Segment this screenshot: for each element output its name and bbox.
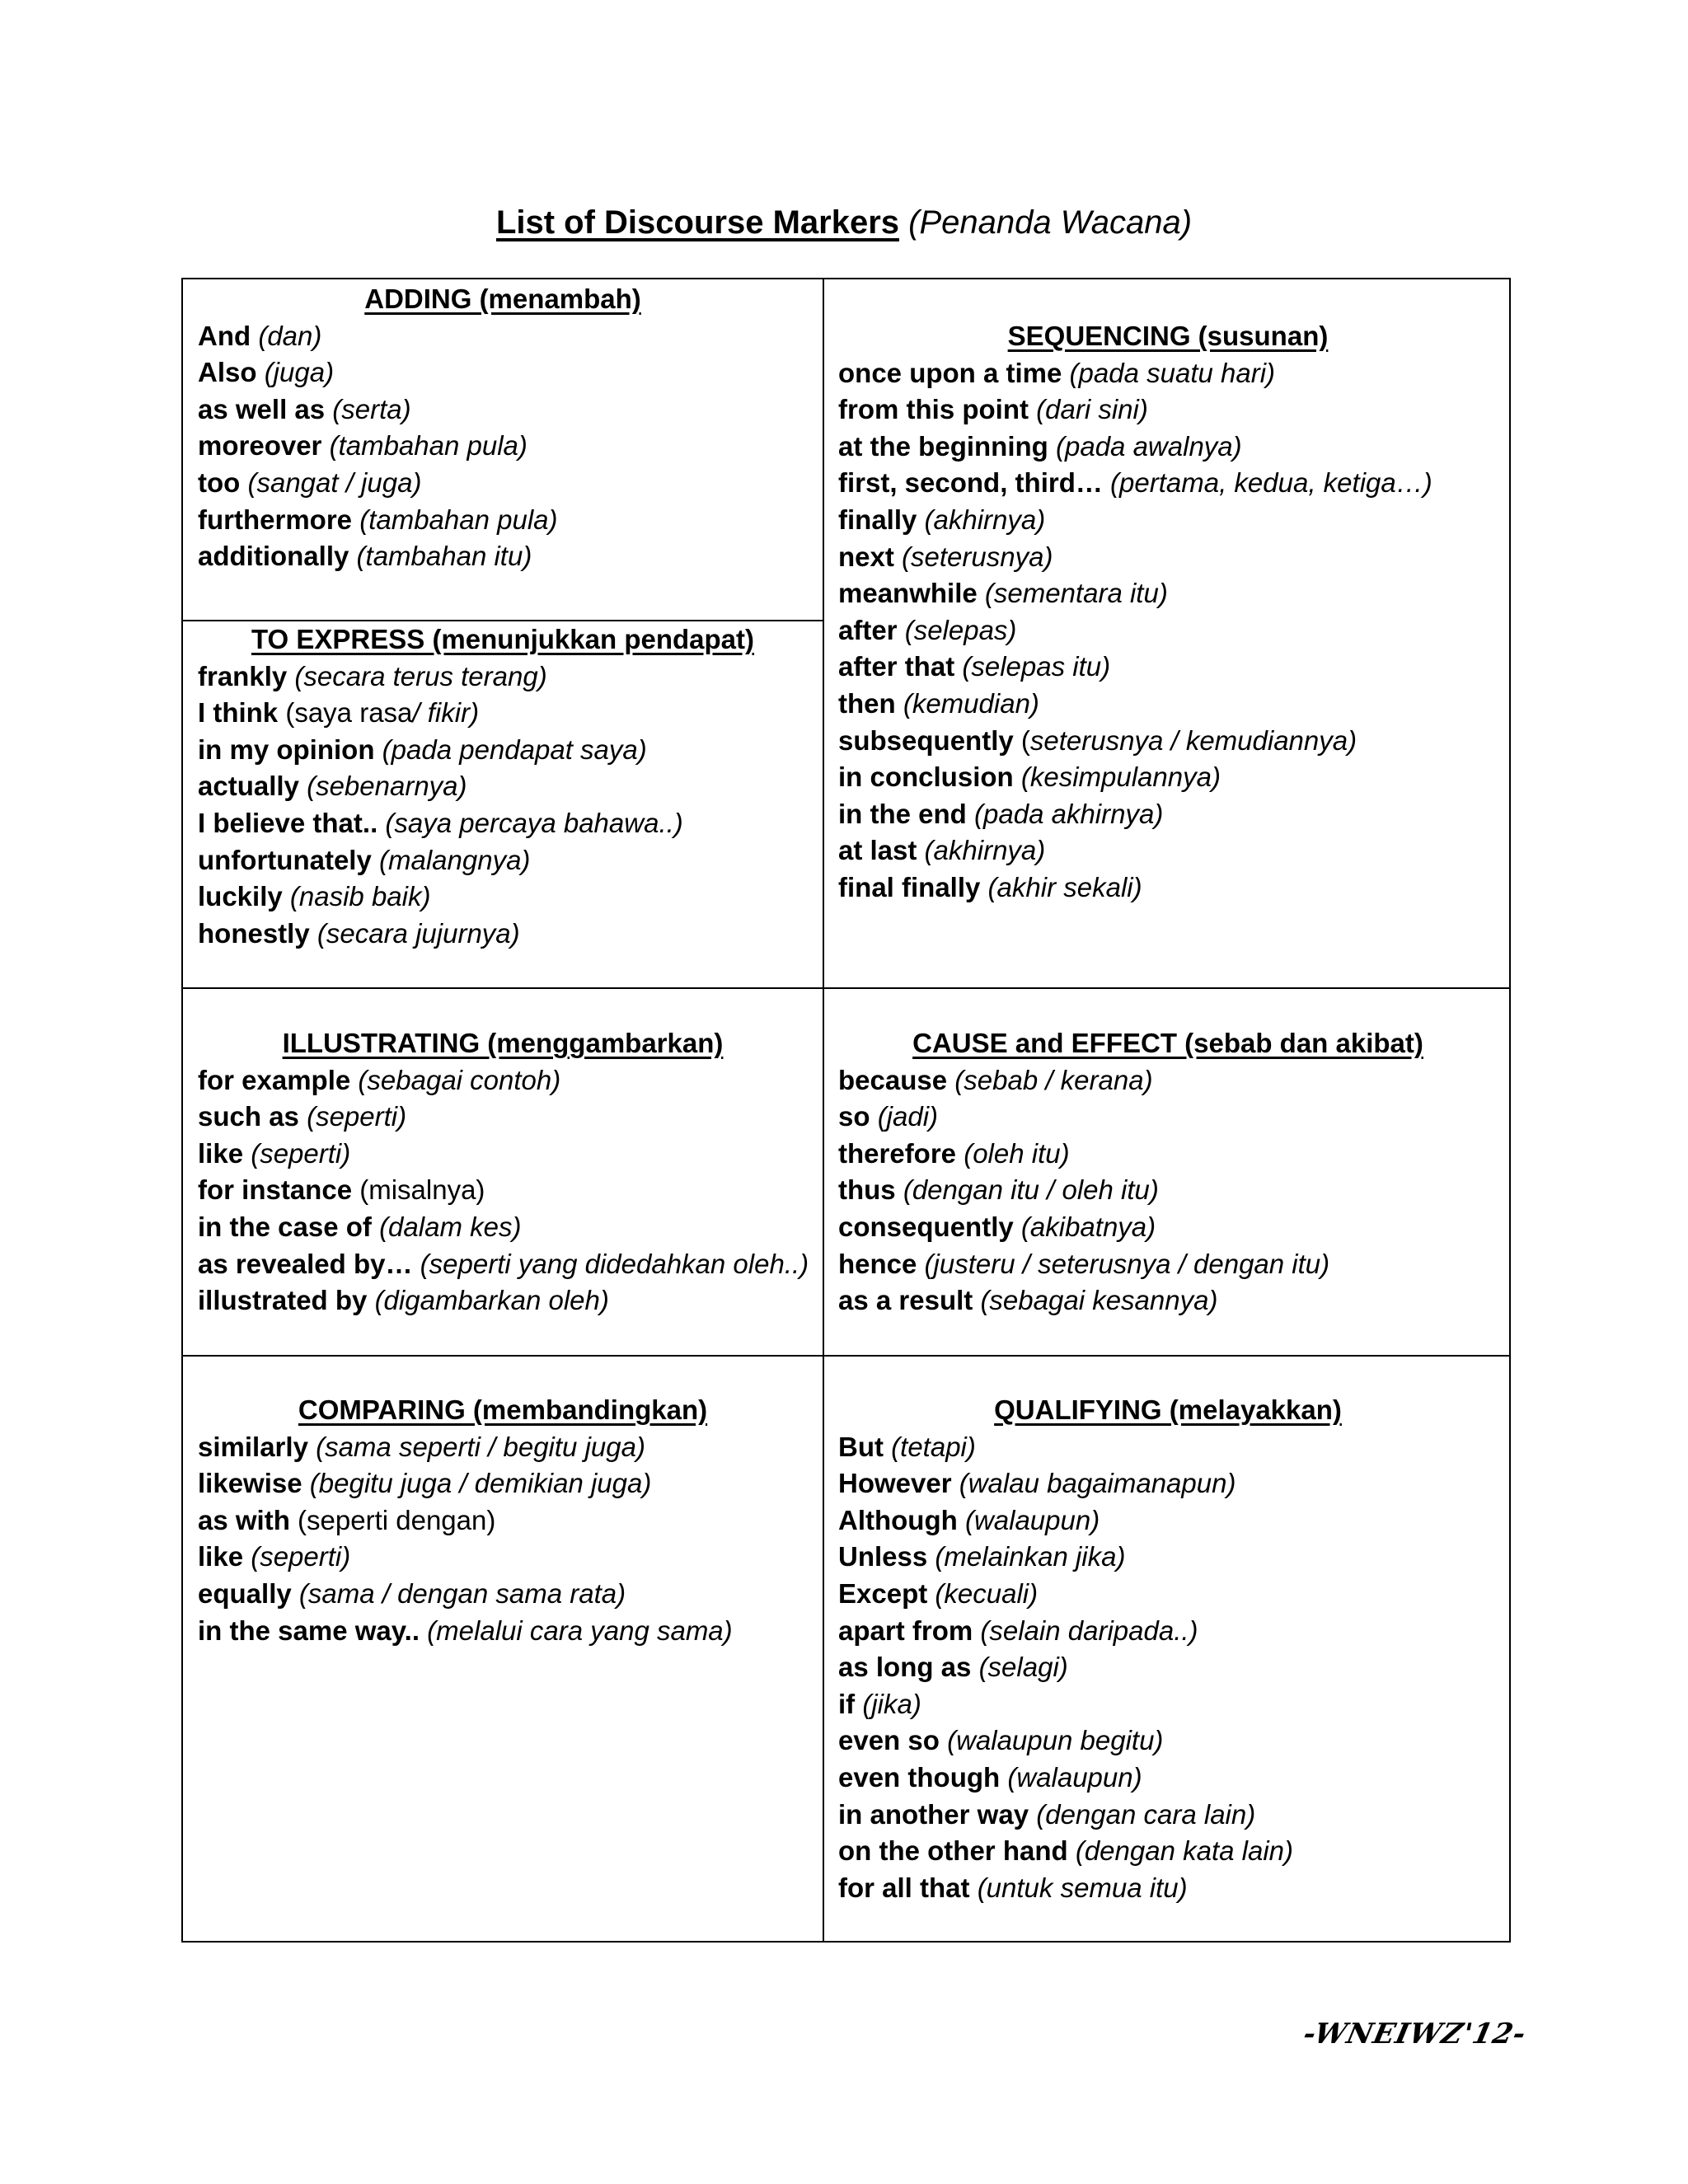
marker-term: subsequently: [838, 724, 1014, 756]
marker-term: additionally: [198, 541, 349, 572]
marker-term: even though: [838, 1761, 1001, 1793]
marker-translation: (secara jujurnya): [316, 917, 520, 949]
marker-translation: (selepas): [904, 614, 1017, 645]
section-heading: CAUSE and EFFECT (sebab dan akibat): [912, 1028, 1423, 1058]
marker-item: [838, 355, 1498, 392]
marker-translation: (saya percaya bahawa..): [385, 807, 683, 838]
marker-term: after: [838, 614, 898, 645]
marker-item: [198, 1062, 808, 1099]
marker-item: [838, 1172, 1498, 1209]
marker-item: [198, 842, 808, 879]
marker-translation: (akhirnya): [924, 835, 1046, 866]
marker-term: similarly: [198, 1431, 308, 1462]
marker-item: [198, 1099, 808, 1136]
marker-item: [198, 354, 808, 391]
marker-translation: (tambahan pula): [359, 504, 558, 535]
marker-item: [838, 465, 1498, 502]
marker-item: [838, 1576, 1498, 1613]
marker-translation: (kesimpulannya): [1020, 762, 1221, 793]
section-comparing: [198, 1392, 808, 1649]
marker-term: next: [838, 541, 894, 572]
section-heading: QUALIFYING (melayakkan): [994, 1394, 1342, 1425]
marker-item: [198, 916, 808, 953]
marker-translation: (oleh itu): [964, 1137, 1070, 1169]
marker-term: And: [198, 320, 251, 351]
marker-translation: / fikir): [412, 697, 480, 729]
marker-translation: (tetapi): [891, 1431, 976, 1462]
marker-term: likewise: [198, 1468, 302, 1499]
marker-term: apart from: [838, 1615, 973, 1646]
marker-translation: (sama / dengan sama rata): [298, 1577, 626, 1609]
marker-translation: (seperti yang didedahkan oleh..): [420, 1248, 809, 1279]
marker-item: [838, 502, 1498, 539]
page-title: [0, 199, 1688, 246]
marker-translation: (tambahan itu): [356, 541, 532, 572]
marker-item: [838, 1062, 1498, 1099]
marker-item: [198, 1502, 808, 1540]
marker-term: in the end: [838, 798, 967, 829]
marker-item: [838, 832, 1498, 869]
marker-item: [838, 1722, 1498, 1760]
section-adding: [198, 281, 808, 575]
marker-translation: (sangat / juga): [247, 466, 422, 498]
marker-term: in the same way..: [198, 1615, 420, 1646]
row-divider-3: [183, 1355, 1509, 1357]
marker-translation: (dari sini): [1036, 394, 1148, 425]
marker-term: even so: [838, 1725, 940, 1756]
marker-item: [838, 1760, 1498, 1797]
marker-item: [198, 1465, 808, 1502]
marker-term: I believe that..: [198, 807, 378, 838]
marker-term: Although: [838, 1504, 958, 1535]
marker-term: honestly: [198, 917, 310, 949]
marker-item: [838, 391, 1498, 429]
marker-term: final finally: [838, 871, 981, 902]
marker-term: illustrated by: [198, 1285, 368, 1316]
marker-term: However: [838, 1468, 952, 1499]
marker-item: [838, 1833, 1498, 1870]
marker-term: as long as: [838, 1652, 972, 1683]
marker-item: [838, 1465, 1498, 1502]
marker-translation: (jadi): [877, 1101, 939, 1132]
marker-translation: (pertama, kedua, ketiga…): [1110, 467, 1432, 499]
marker-term: frankly: [198, 660, 288, 691]
marker-term: if: [838, 1688, 856, 1719]
marker-list: [838, 355, 1498, 907]
marker-list: [838, 1429, 1498, 1907]
marker-item: [198, 428, 808, 465]
marker-translation: (jika): [862, 1688, 921, 1719]
marker-translation: (juga): [264, 357, 335, 388]
marker-term: then: [838, 687, 896, 719]
marker-term: unfortunately: [198, 844, 372, 875]
marker-translation: (selain daripada..): [980, 1615, 1198, 1646]
marker-term: meanwhile: [838, 578, 978, 609]
marker-term: too: [198, 466, 241, 498]
marker-translation: (akhirnya): [924, 504, 1046, 535]
marker-item: [838, 1686, 1498, 1723]
marker-item: [838, 649, 1498, 686]
marker-translation: (digambarkan oleh): [374, 1285, 609, 1316]
marker-item: [198, 1172, 808, 1209]
marker-item: [838, 796, 1498, 833]
author-signature: -WNEIWZ'12-: [1300, 2018, 1530, 2050]
marker-term: for all that: [838, 1872, 970, 1903]
marker-translation: (nasib baik): [289, 881, 431, 912]
marker-translation: (sebenarnya): [307, 771, 467, 802]
marker-term: from this point: [838, 394, 1029, 425]
marker-list: [198, 318, 808, 575]
marker-item: [198, 1539, 808, 1576]
marker-translation: (begitu juga / demikian juga): [309, 1468, 652, 1499]
marker-term: on the other hand: [838, 1835, 1068, 1867]
marker-item: [198, 1429, 808, 1466]
marker-term: so: [838, 1101, 870, 1132]
marker-translation: (untuk semua itu): [977, 1872, 1188, 1903]
marker-item: [838, 1209, 1498, 1246]
marker-translation-plain: (seperti dengan): [298, 1504, 496, 1535]
marker-term: after that: [838, 651, 955, 682]
section-express: [198, 621, 808, 952]
marker-term: Unless: [838, 1541, 928, 1572]
marker-translation: (seterusnya): [902, 541, 1053, 572]
marker-translation: (dalam kes): [379, 1211, 522, 1242]
marker-item: [838, 1613, 1498, 1650]
marker-term: first, second, third…: [838, 467, 1103, 499]
marker-term: I think: [198, 697, 279, 729]
marker-term: such as: [198, 1101, 299, 1132]
marker-item: [198, 391, 808, 429]
marker-item: [838, 1870, 1498, 1907]
markers-table: [181, 278, 1511, 1943]
marker-term: But: [838, 1431, 884, 1462]
marker-translation: (selepas itu): [962, 651, 1111, 682]
marker-translation: (sebab / kerana): [954, 1064, 1153, 1095]
marker-item: [198, 658, 808, 696]
marker-translation: (walaupun begitu): [947, 1725, 1164, 1756]
marker-term: furthermore: [198, 504, 353, 535]
marker-item: [838, 1797, 1498, 1834]
marker-item: [838, 723, 1498, 760]
marker-translation: (walau bagaimanapun): [959, 1468, 1236, 1499]
marker-list: [838, 1062, 1498, 1319]
marker-term: consequently: [838, 1211, 1014, 1242]
marker-translation: (sebagai contoh): [358, 1064, 561, 1095]
marker-term: in the case of: [198, 1211, 372, 1242]
row-divider-2: [183, 987, 1509, 989]
column-divider: [823, 279, 824, 1941]
marker-term: in my opinion: [198, 733, 375, 765]
marker-item: [198, 1136, 808, 1173]
marker-item: [838, 429, 1498, 466]
marker-item: [198, 1246, 808, 1283]
marker-translation: (pada awalnya): [1056, 430, 1242, 462]
marker-item: [838, 539, 1498, 576]
marker-term: in conclusion: [838, 762, 1014, 793]
marker-item: [198, 1576, 808, 1613]
marker-translation-plain: (misalnya): [359, 1174, 485, 1206]
marker-translation-plain: (: [1020, 724, 1030, 756]
marker-term: as revealed by…: [198, 1248, 413, 1279]
marker-item: [838, 1539, 1498, 1576]
marker-term: therefore: [838, 1137, 957, 1169]
marker-term: moreover: [198, 430, 322, 462]
marker-translation: (secara terus terang): [294, 660, 547, 691]
marker-term: in another way: [838, 1798, 1029, 1830]
marker-term: like: [198, 1137, 244, 1169]
marker-term: thus: [838, 1174, 896, 1206]
marker-item: [198, 465, 808, 502]
marker-item: [838, 759, 1498, 796]
marker-term: actually: [198, 771, 299, 802]
marker-list: [198, 658, 808, 953]
marker-translation: seterusnya / kemudiannya): [1029, 724, 1357, 756]
section-qualifying: [838, 1392, 1498, 1906]
marker-term: once upon a time: [838, 357, 1062, 388]
marker-item: [838, 1649, 1498, 1686]
marker-term: as well as: [198, 393, 326, 424]
marker-item: [838, 1099, 1498, 1136]
marker-item: [198, 732, 808, 769]
marker-translation: (pada akhirnya): [974, 798, 1164, 829]
marker-translation: (seperti): [251, 1137, 351, 1169]
section-illustrating: [198, 1025, 808, 1319]
marker-translation: (akhir sekali): [987, 871, 1142, 902]
section-heading: SEQUENCING (susunan): [1007, 321, 1329, 351]
section-cause-effect: [838, 1025, 1498, 1319]
marker-translation: (walaupun): [1007, 1761, 1142, 1793]
marker-item: [838, 686, 1498, 723]
marker-translation: (dengan cara lain): [1036, 1798, 1256, 1830]
marker-translation: (seperti): [251, 1541, 351, 1572]
marker-translation: (akibatnya): [1020, 1211, 1156, 1242]
marker-term: at the beginning: [838, 430, 1048, 462]
marker-item: [198, 1209, 808, 1246]
marker-item: [838, 869, 1498, 907]
marker-translation: (kemudian): [903, 687, 1039, 719]
marker-term: for instance: [198, 1174, 353, 1206]
marker-term: for example: [198, 1064, 351, 1095]
marker-item: [198, 1282, 808, 1319]
marker-translation: (pada suatu hari): [1069, 357, 1276, 388]
marker-item: [838, 1136, 1498, 1173]
marker-translation: (melainkan jika): [935, 1541, 1126, 1572]
marker-item: [198, 538, 808, 575]
marker-item: [838, 1502, 1498, 1540]
marker-item: [198, 502, 808, 539]
marker-translation: (sementara itu): [984, 578, 1168, 609]
marker-translation: (dan): [258, 320, 322, 351]
section-heading: ADDING (menambah): [364, 284, 641, 314]
marker-translation: (justeru / seterusnya / dengan itu): [924, 1248, 1330, 1279]
marker-item: [838, 575, 1498, 612]
marker-translation: (sama seperti / begitu juga): [316, 1431, 645, 1462]
marker-translation: (walaupun): [964, 1504, 1100, 1535]
marker-term: Except: [838, 1577, 928, 1609]
section-heading: COMPARING (membandingkan): [298, 1394, 708, 1425]
marker-translation-plain: (saya rasa: [285, 697, 413, 729]
marker-term: hence: [838, 1248, 917, 1279]
marker-list: [198, 1429, 808, 1650]
marker-item: [198, 1613, 808, 1650]
marker-term: like: [198, 1541, 244, 1572]
marker-translation: (serta): [332, 393, 411, 424]
marker-item: [838, 1429, 1498, 1466]
marker-item: [198, 695, 808, 732]
title-sub: (Penanda Wacana): [908, 204, 1193, 241]
marker-term: equally: [198, 1577, 292, 1609]
marker-translation: (dengan itu / oleh itu): [903, 1174, 1159, 1206]
section-heading: ILLUSTRATING (menggambarkan): [282, 1028, 724, 1058]
marker-term: Also: [198, 357, 257, 388]
marker-item: [838, 1282, 1498, 1319]
marker-translation: (melalui cara yang sama): [427, 1615, 733, 1646]
marker-translation: (seperti): [307, 1101, 407, 1132]
marker-item: [198, 318, 808, 355]
marker-item: [198, 768, 808, 805]
marker-term: at last: [838, 835, 917, 866]
marker-translation: (tambahan pula): [329, 430, 528, 462]
marker-item: [838, 1246, 1498, 1283]
marker-item: [198, 879, 808, 916]
marker-translation: (pada pendapat saya): [382, 733, 647, 765]
marker-list: [198, 1062, 808, 1319]
marker-term: as with: [198, 1504, 290, 1535]
section-sequencing: [838, 318, 1498, 907]
marker-term: as a result: [838, 1285, 973, 1316]
marker-item: [198, 805, 808, 842]
section-heading: TO EXPRESS (menunjukkan pendapat): [251, 624, 754, 654]
title-main: List of Discourse Markers: [495, 204, 899, 241]
marker-translation: (dengan kata lain): [1075, 1835, 1294, 1867]
marker-translation: (malangnya): [379, 844, 531, 875]
marker-translation: (selagi): [978, 1652, 1068, 1683]
marker-item: [838, 612, 1498, 649]
marker-translation: (sebagai kesannya): [980, 1285, 1218, 1316]
marker-term: luckily: [198, 881, 283, 912]
marker-term: finally: [838, 504, 917, 535]
marker-term: because: [838, 1064, 948, 1095]
marker-translation: (kecuali): [935, 1577, 1039, 1609]
